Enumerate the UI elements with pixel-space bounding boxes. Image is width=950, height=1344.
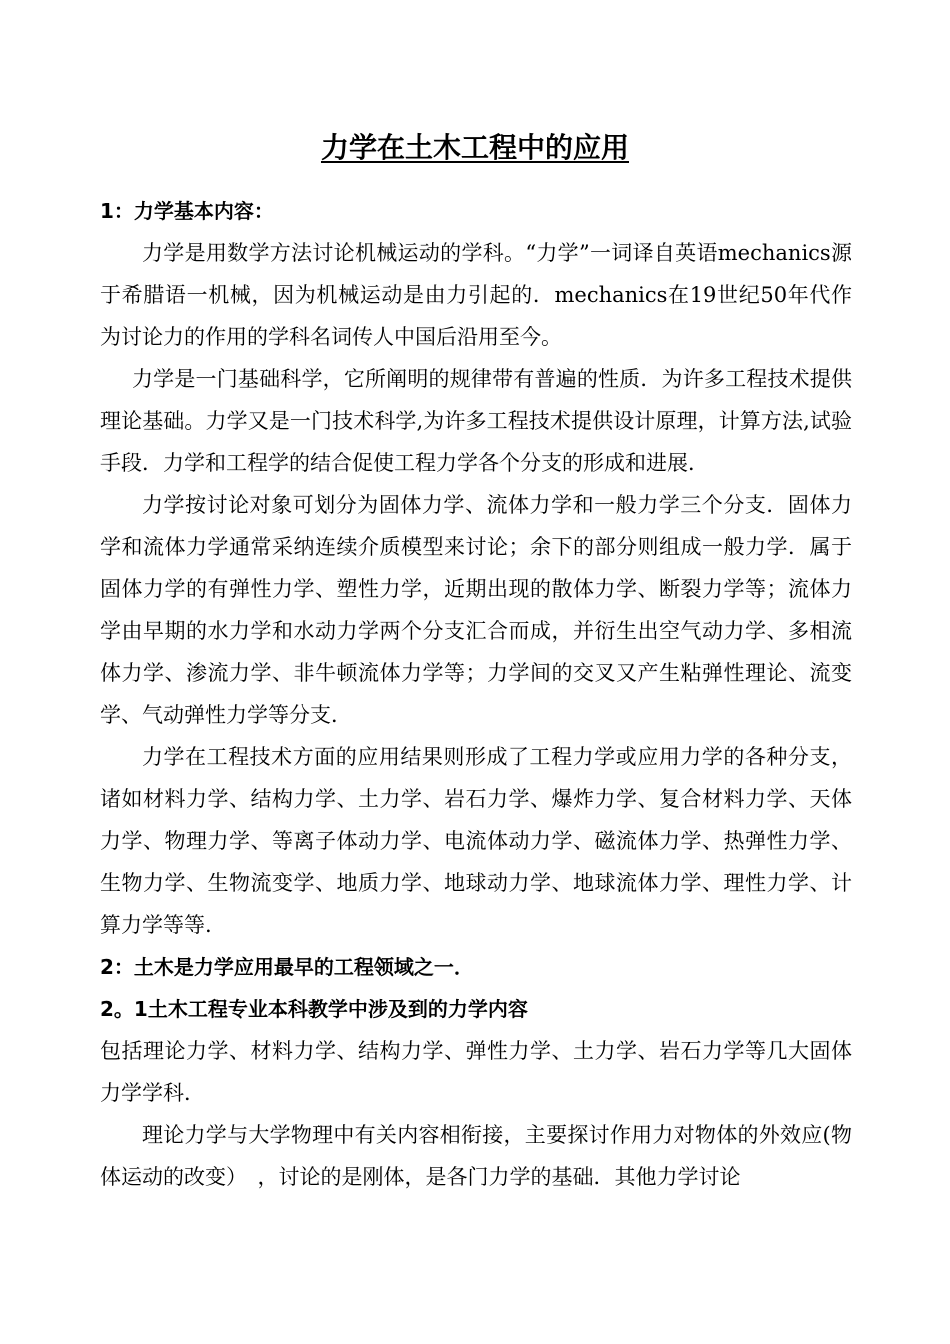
paragraph-course-list: 包括理论力学、材料力学、结构力学、弹性力学、土力学、岩石力学等几大固体力学学科．: [100, 1039, 852, 1105]
paragraph-engineering-applications: 力学在工程技术方面的应用结果则形成了工程力学或应用力学的各种分支，诸如材料力学、结构力学、土力学、岩石力学、爆炸力学、复合材料力学、天体力学、物理力学、等离子体动力学、电流体动力学、磁流体力学、热弹性力学、生物力学、生物流变学、地质力学、地球动力学、地球流体力学、理性力学、计算力学等等.: [100, 745, 852, 937]
paragraph-theoretical-mechanics: 理论力学与大学物理中有关内容相衔接，主要探讨作用力对物体的外效应(物体运动的改变） ，讨论的是刚体，是各门力学的基础．其他力学讨论: [100, 1123, 852, 1189]
section-heading-2: 2：土木是力学应用最早的工程领域之一．: [100, 955, 474, 979]
paragraph-branches: 力学按讨论对象可划分为固体力学、流体力学和一般力学三个分支．固体力学和流体力学通常采纳连续介质模型来讨论；余下的部分则组成一般力学．属于固体力学的有弹性力学、塑性力学，近期出现的散体力学、断裂力学等；流体力学由早期的水力学和水动力学两个分支汇合而成，并衍生出空气动力学、多相流体力学、渗流力学、非牛顿流体力学等；力学间的交叉又产生粘弹性理论、流变学、气动弹性力学等分支．: [100, 493, 852, 727]
document-body: [100, 190, 852, 1198]
paragraph-basic-science: 力学是一门基础科学，它所阐明的规律带有普遍的性质．为许多工程技术提供理论基础。力学又是一门技术科学,为许多工程技术提供设计原理，计算方法,试验手段．力学和工程学的结合促使工程力学各个分支的形成和进展．: [100, 367, 852, 475]
section-heading-1: 1：力学基本内容：: [100, 199, 274, 223]
paragraph-mechanics-definition: 力学是用数学方法讨论机械运动的学科。“力学”一词译自英语mechanics源于希腊语一机械，因为机械运动是由力引起的．mechanics在19世纪50年代作为讨论力的作用的学科名词传人中国后沿用至今。: [100, 241, 852, 349]
section-heading-2-1: 2。1土木工程专业本科教学中涉及到的力学内容: [100, 997, 528, 1021]
document-title: 力学在土木工程中的应用: [320, 131, 629, 164]
